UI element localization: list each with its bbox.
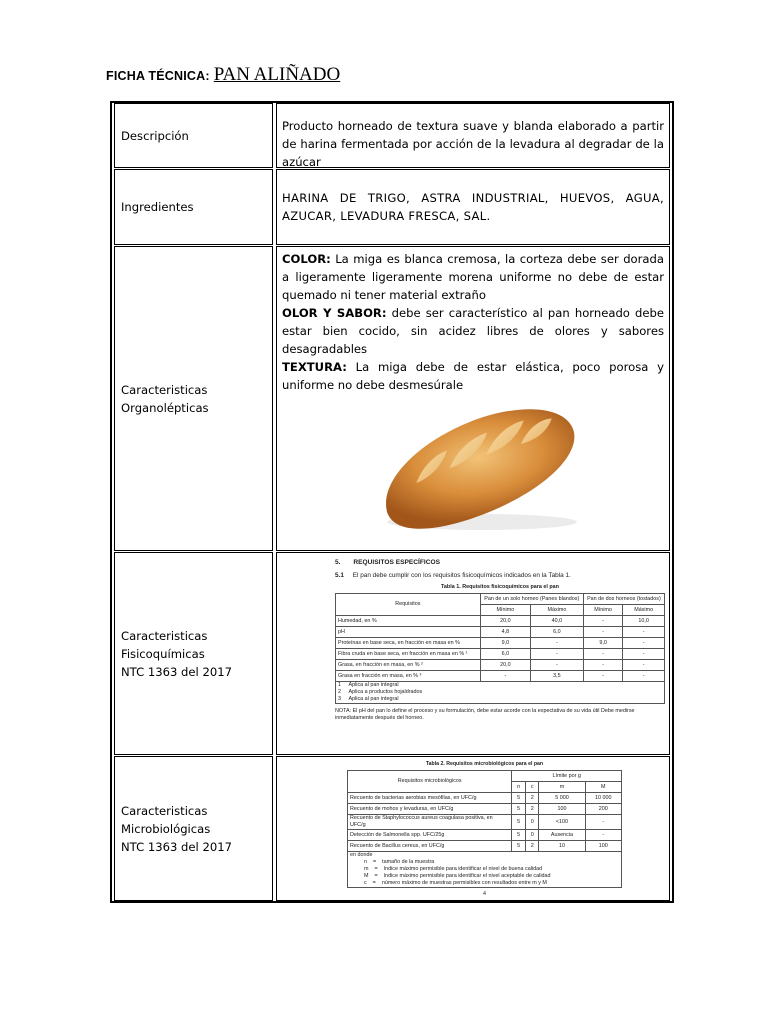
color-label: COLOR: — [282, 252, 331, 266]
standard-table-1-image: 5. REQUISITOS ESPECÍFICOS 5.1 El pan debe cumplir con los requisitos fisicoquímicos indicados en la Tabla 1. Tabla 1. Requisitos fisicoquímicos para el pan Requisitos Pan de un solo horneo (Panes blandos) Pan de dos horneos (tostados) Mínimo Máximo Mínimo Máximo Humedad, en % 20,0 40,0 - 10,0 pH 4,8 6,0 - - Proteínas en base seca, en fracción en masa en % 9,0 - 9,0 - Fibra cruda en base seca, en fracción en masa en % ¹ 6,0 - - - Grasa, en fracción en masa, en % ² 20,0 - - - Grasa en fracción en masa, en % ³ - 3,5 - - 1 Aplica al pan integral 2 Aplica a productos hojaldrados 3 Aplica al pan integral NOTA: El pH del pan lo define el proceso y su formulación, debe estar acorde con la expectativa de su vida útil Debe medirse inmediatamente después del horneo. — [335, 559, 665, 722]
table-row: Recuento de Bacillus cereus, en UFC/g 5 2 10 100 — [348, 841, 622, 852]
label-fisicoquimicas: Caracteristicas Fisicoquímicas NTC 1363 del 2017 — [121, 628, 232, 679]
product-name: PAN ALIÑADO — [213, 64, 341, 85]
row-fisicoquimicas — [112, 552, 672, 755]
row-ingredientes — [112, 169, 672, 245]
standard-table-2-image: Tabla 2. Requisitos microbiológicos para el pan Requisitos microbiológicos Límite por g n c m M Recuento de bacterias aerobias mesófilas, en UFC/g 5 2 5 000 10 000 Recuento de mohos y levaduras, en UFC/g 5 2 100 200 Recuento de Staphylococcus aureus coagulasa positiva, en UFC/g 5 0 <100 - Detección de Salmonella spp. UFC/25g 5 0 Ausencia - Recuento de Bacillus cereus, en UFC/g 5 2 10 100 en donde n = tamaño de la muestra m = índice máximo permisible para identificar el nivel de buena calidad M = índice máximo permisible para identificar el nivel aceptable de calidad c = número máximo de muestras permisibles con resultados entre m y M 4 — [347, 761, 622, 898]
textura-label: TEXTURA: — [282, 360, 347, 374]
row-descripcion — [112, 103, 672, 168]
table-row: Detección de Salmonella spp. UFC/25g 5 0 Ausencia - — [348, 830, 622, 841]
label-microbiologicas: Caracteristicas Microbiológicas NTC 1363 del 2017 — [121, 803, 232, 854]
table-row: Fibra cruda en base seca, en fracción en masa en % ¹ 6,0 - - - — [336, 649, 665, 660]
text-ingredientes: HARINA DE TRIGO, ASTRA INDUSTRIAL, HUEVOS, AGUA, AZUCAR, LEVADURA FRESCA, SAL. — [282, 191, 664, 223]
fisicoquimicos-table: Requisitos Pan de un solo horneo (Panes blandos) Pan de dos horneos (tostados) Mínimo Máximo Mínimo Máximo Humedad, en % 20,0 40,0 - 10,0 pH 4,8 6,0 - - Proteínas en base seca, en fracción en masa en % 9,0 - 9,0 - Fibra cruda en base seca, en fracción en masa en % ¹ 6,0 - - - Grasa, en fracción en masa, en % ² 20,0 - - - Grasa en fracción en masa, en % ³ - 3,5 - - 1 Aplica al pan integral 2 Aplica a productos hojaldrados 3 Aplica al pan integral — [335, 593, 665, 704]
title-label: FICHA TÉCNICA: — [106, 69, 210, 83]
table-row: pH 4,8 6,0 - - — [336, 627, 665, 638]
text-descripcion: Producto horneado de textura suave y blanda elaborado a partir de harina fermentada por acción de la levadura al degradar de la azúcar — [282, 119, 664, 169]
label-ingredientes: Ingredientes — [121, 200, 194, 214]
table-row: Grasa, en fracción en masa, en % ² 20,0 - - - — [336, 660, 665, 671]
spec-table — [110, 101, 674, 903]
microbiologicos-table: Requisitos microbiológicos Límite por g n c m M Recuento de bacterias aerobias mesófilas, en UFC/g 5 2 5 000 10 000 Recuento de mohos y levaduras, en UFC/g 5 2 100 200 Recuento de Staphylococcus aureus coagulasa positiva, en UFC/g 5 0 <100 - Detección de Salmonella spp. UFC/25g 5 0 Ausencia - Recuento de Bacillus cereus, en UFC/g 5 2 10 100 en donde n = tamaño de la muestra m = índice máximo permisible para identificar el nivel de buena calidad M = índice máximo permisible para identificar el nivel aceptable de calidad c = número máximo de muestras permisibles con resultados entre m y M — [347, 770, 622, 888]
olor-label: OLOR Y SABOR: — [282, 306, 387, 320]
row-microbiologicas — [112, 756, 672, 901]
table-row: Humedad, en % 20,0 40,0 - 10,0 — [336, 616, 665, 627]
table-row: Proteínas en base seca, en fracción en masa en % 9,0 - 9,0 - — [336, 638, 665, 649]
row-organolepticas — [112, 246, 672, 551]
label-descripcion: Descripción — [121, 128, 189, 143]
table-row: Recuento de bacterias aerobias mesófilas, en UFC/g 5 2 5 000 10 000 — [348, 793, 622, 804]
table-row: Recuento de mohos y levaduras, en UFC/g 5 2 100 200 — [348, 804, 622, 815]
table-row: Grasa en fracción en masa, en % ³ - 3,5 - - — [336, 671, 665, 682]
text-organolepticas: COLOR: La miga es blanca cremosa, la corteza debe ser dorada a ligeramente ligeramente morena uniforme no debe de estar quemado ni tener material extraño OLOR Y SABOR: debe ser característico al pan horneado debe estar bien cocido, sin acidez libres de olores y sabores desagradables TEXTURA: La miga debe de estar elástica, poco porosa y uniforme no debe desmesúrale — [282, 252, 664, 392]
table-row: Recuento de Staphylococcus aureus coagulasa positiva, en UFC/g 5 0 <100 - — [348, 815, 622, 830]
document-title — [106, 64, 340, 86]
label-organolepticas: Caracteristicas Organolépticas — [121, 382, 209, 415]
bread-image — [370, 404, 590, 534]
